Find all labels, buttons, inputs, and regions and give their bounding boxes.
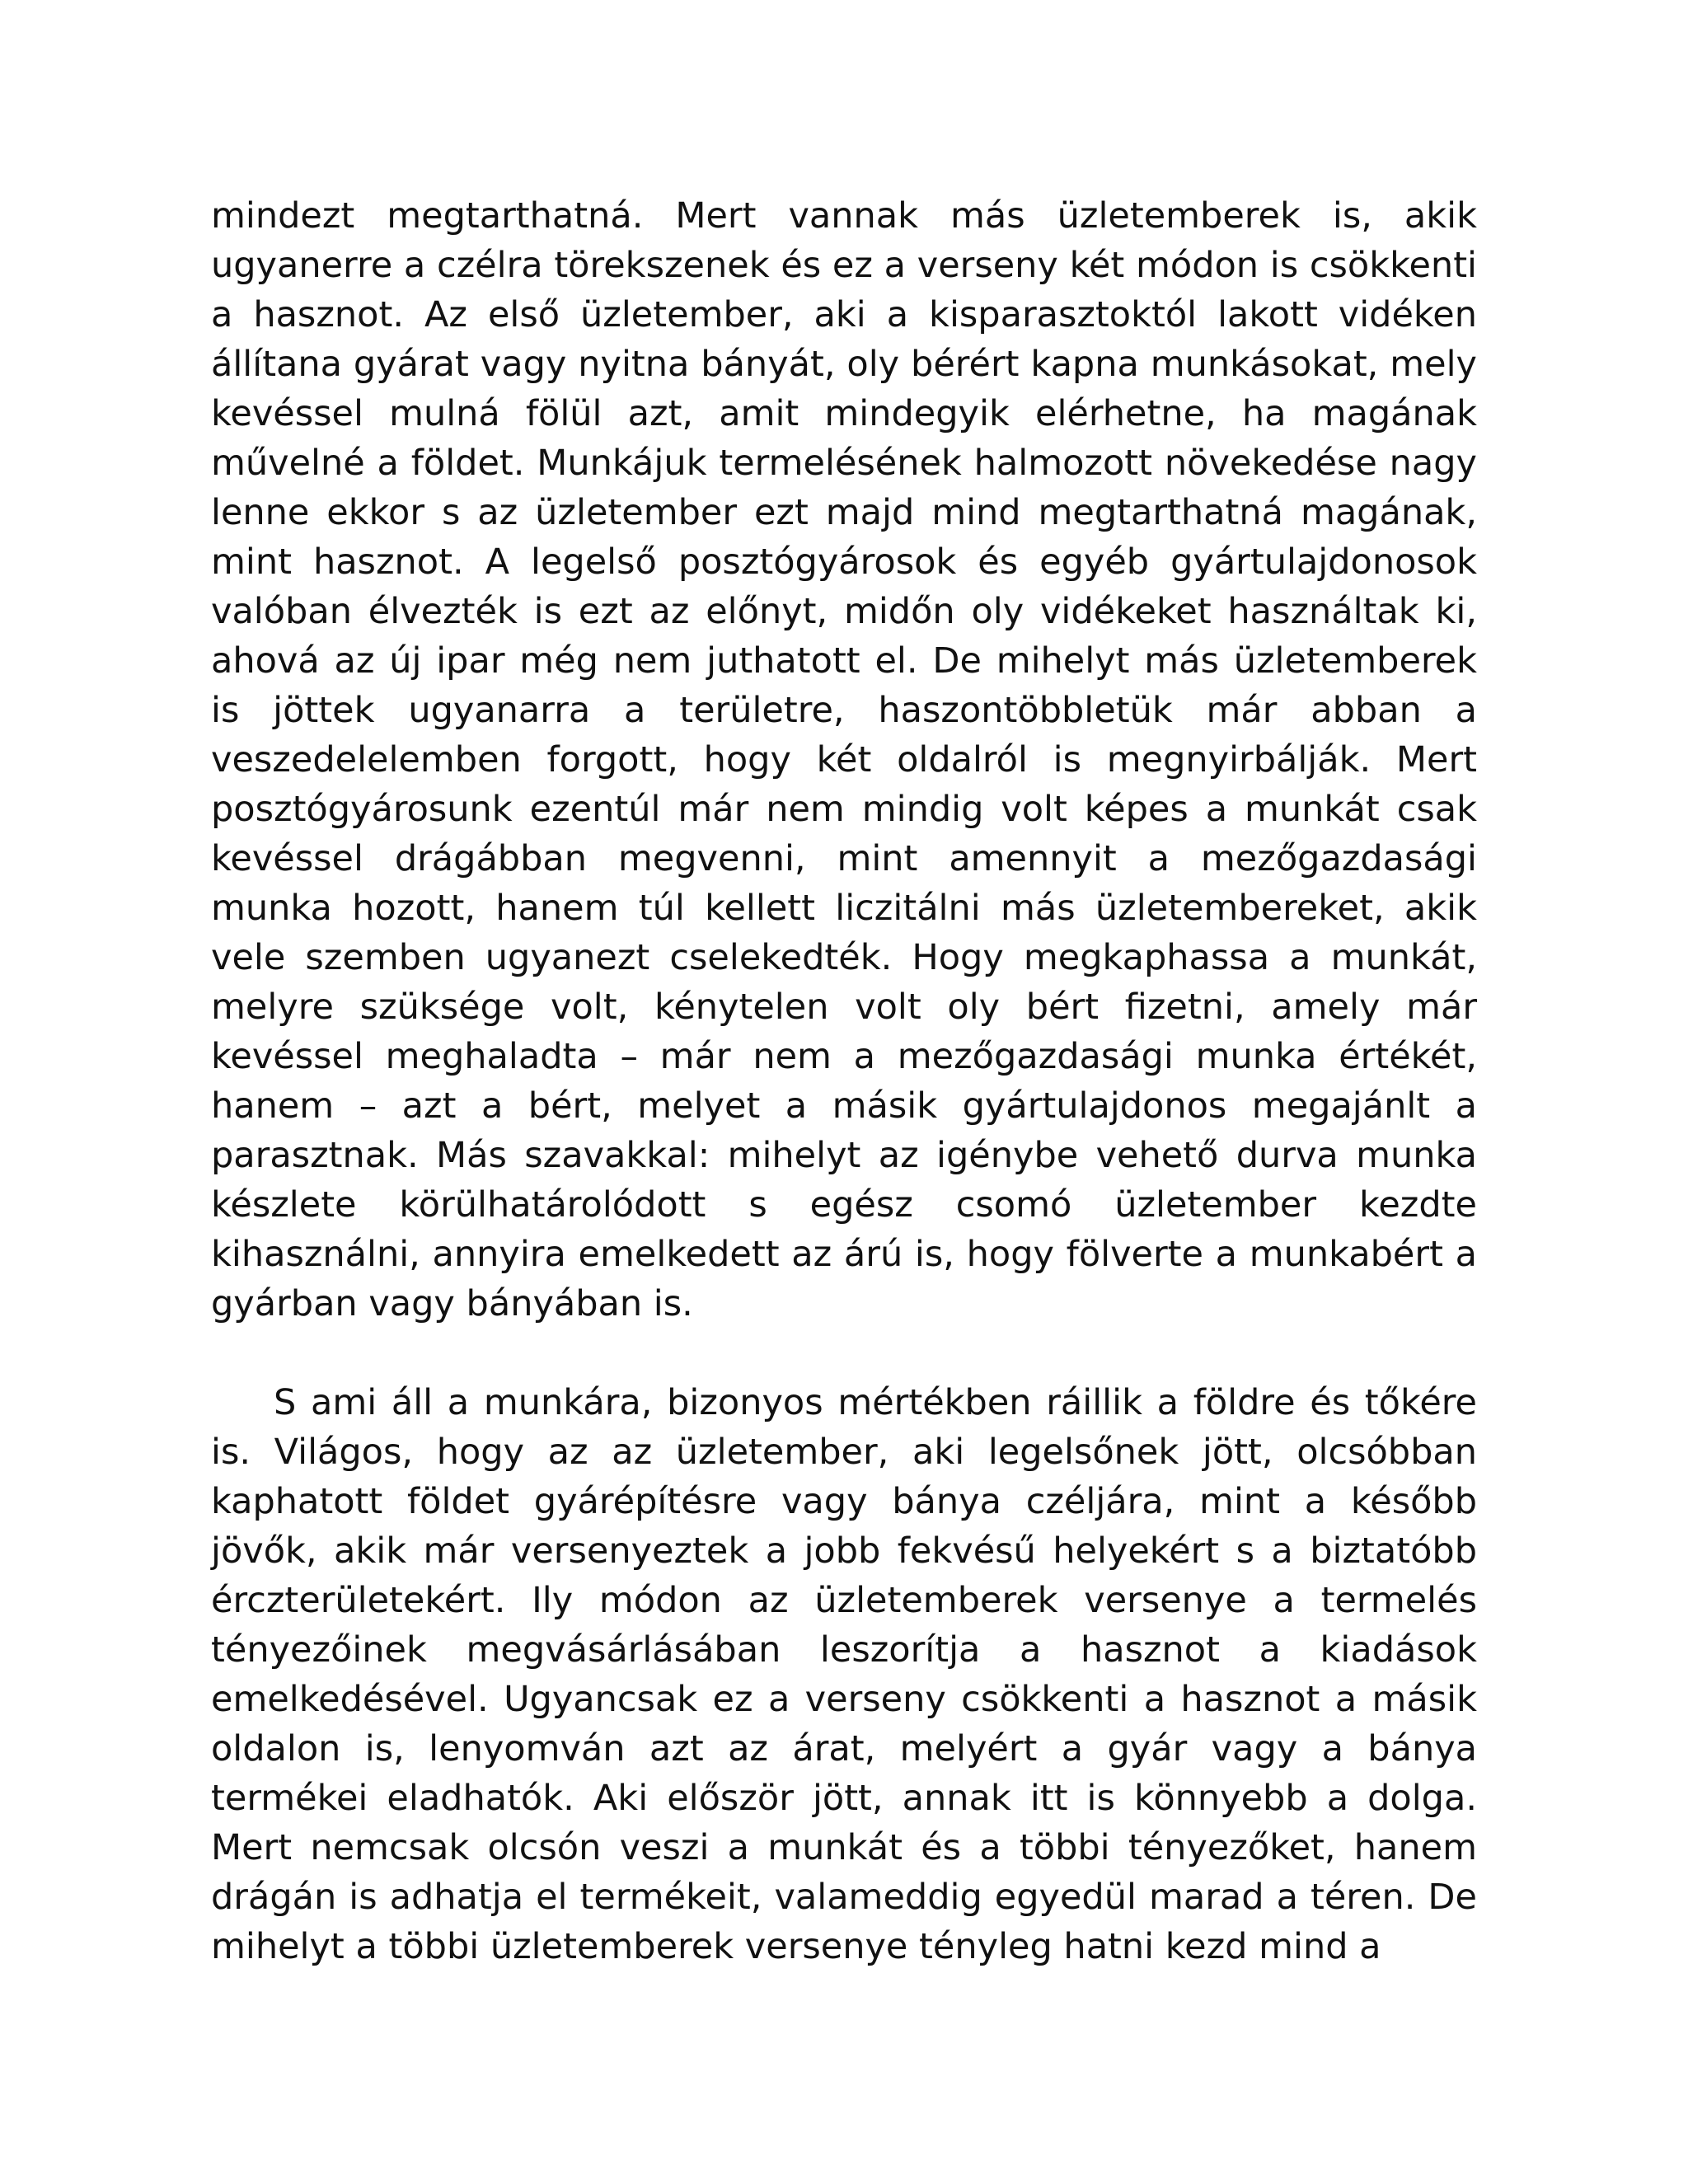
paragraph-2: S ami áll a munkára, bizonyos mértékben ráillik a földre és tőkére is. Világos, hogy az az üzletember, aki legelsőnek jött, olcsóbban kaphatott földet gyárépítésre vagy bánya czéljára, mint a később jövők, akik már versenyeztek a jobb fekvésű helyekért s a biztatóbb érczterületekért. Ily módon az üzletemberek versenye a termelés tényezőinek megvásárlásában leszorítja a hasznot a kiadások emelkedésével. Ugyancsak ez a verseny csökkenti a hasznot a másik oldalon is, lenyomván azt az árat, melyért a gyár vagy a bánya termékei eladhatók. Aki először jött, annak itt is könnyebb a dolga. Mert nemcsak olcsón veszi a munkát és a többi tényezőket, hanem drágán is adhatja el termékeit, valameddig egyedül marad a téren. De mihelyt a többi üzletemberek versenye tényleg hatni kezd mind a xyxy=(211,1382,1477,1967)
body-text xyxy=(211,191,1477,1971)
paragraph-1: mindezt megtarthatná. Mert vannak más üzletemberek is, akik ugyanerre a czélra törekszenek és ez a verseny két módon is csökkenti a hasznot. Az első üzletember, aki a kisparasztoktól lakott vidéken állítana gyárat vagy nyitna bányát, oly bérért kapna munkásokat, mely kevéssel mulná fölül azt, amit mindegyik elérhetne, ha magának művelné a földet. Munkájuk termelésének halmozott növekedése nagy lenne ekkor s az üzletember ezt majd mind megtarthatná magának, mint hasznot. A legelső posztógyárosok és egyéb gyártulajdonosok valóban élvezték is ezt az előnyt, midőn oly vidékeket használtak ki, ahová az új ipar még nem juthatott el. De mihelyt más üzletemberek is jöttek ugyanarra a területre, haszontöbbletük már abban a veszedelelemben forgott, hogy két oldalról is megnyirbálják. Mert posztógyárosunk ezentúl már nem mindig volt képes a munkát csak kevéssel drágábban megvenni, mint amennyit a mezőgazdasági munka hozott, hanem túl kellett liczitálni más üzletembereket, akik vele szemben ugyanezt cselekedték. Hogy megkaphassa a munkát, melyre szüksége volt, kénytelen volt oly bért fizetni, amely már kevéssel meghaladta – már nem a mezőgazdasági munka értékét, hanem – azt a bért, melyet a másik gyártulajdonos megajánlt a parasztnak. Más szavakkal: mihelyt az igénybe vehető durva munka készlete körülhatárolódott s egész csomó üzletember kezdte kihasználni, annyira emelkedett az árú is, hogy fölverte a munkabért a gyárban vagy bányában is. xyxy=(211,195,1477,1324)
